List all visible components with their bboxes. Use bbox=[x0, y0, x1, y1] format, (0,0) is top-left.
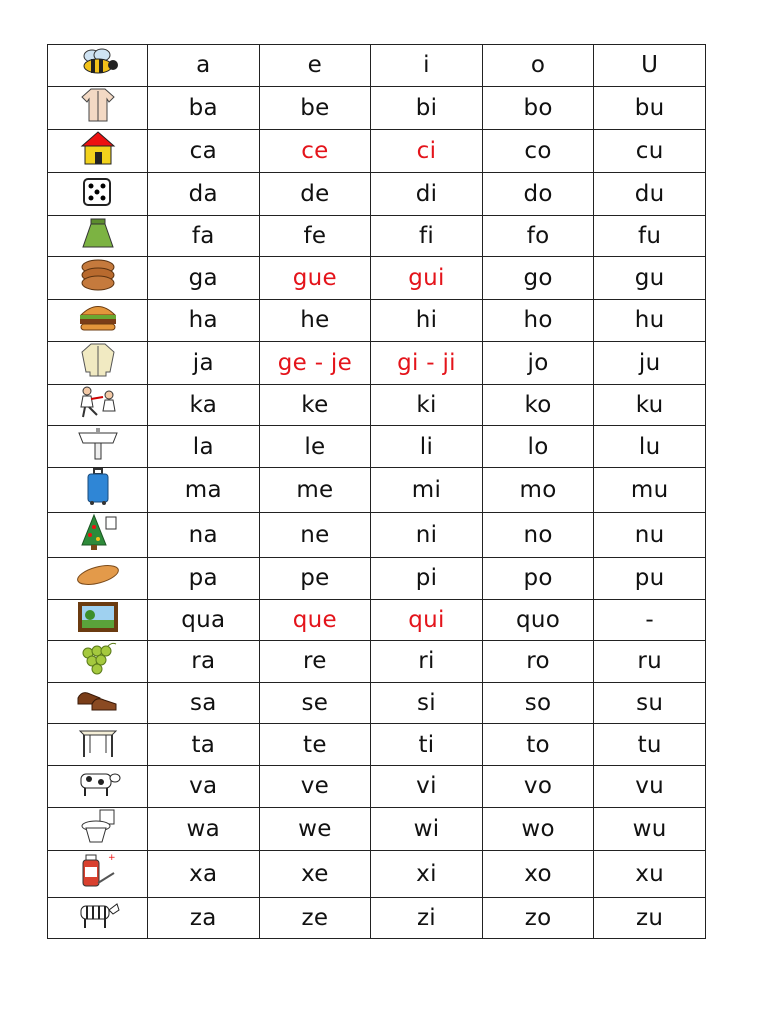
zebra-icon bbox=[75, 900, 121, 930]
syllable-cell-a: ka bbox=[148, 384, 260, 426]
suitcase-icon bbox=[83, 468, 113, 506]
karate-icon bbox=[77, 385, 119, 419]
syllable-cell-a: na bbox=[148, 512, 260, 557]
syllable-cell-o: mo bbox=[482, 467, 594, 512]
syllable-cell-i: ci bbox=[371, 129, 483, 172]
table-row bbox=[48, 599, 706, 641]
table-row bbox=[48, 129, 706, 172]
syllable-cell-e: fe bbox=[259, 215, 371, 257]
cow-icon bbox=[75, 768, 121, 798]
syllable-cell-e: e bbox=[259, 45, 371, 87]
bread-icon bbox=[75, 562, 121, 588]
syllable-cell-e: te bbox=[259, 724, 371, 766]
dice-icon bbox=[80, 173, 116, 209]
syllable-cell-e: le bbox=[259, 426, 371, 468]
grapes-icon bbox=[78, 641, 118, 675]
syllable-cell-i: si bbox=[371, 682, 483, 724]
shirt-icon bbox=[81, 87, 115, 123]
syllable-cell-u: xu bbox=[594, 850, 706, 897]
syllable-cell-i: gi - ji bbox=[371, 341, 483, 384]
syllable-cell-i: fi bbox=[371, 215, 483, 257]
syllable-cell-a: qua bbox=[148, 599, 260, 641]
syllable-cell-i: wi bbox=[371, 807, 483, 850]
syllable-cell-a: ha bbox=[148, 300, 260, 342]
syllable-cell-e: ve bbox=[259, 765, 371, 807]
syllable-cell-e: ke bbox=[259, 384, 371, 426]
syllable-cell-o: ho bbox=[482, 300, 594, 342]
syllable-cell-a: xa bbox=[148, 850, 260, 897]
syllable-cell-a: ga bbox=[148, 257, 260, 300]
syllable-cell-e: de bbox=[259, 172, 371, 215]
syllable-cell-o: po bbox=[482, 557, 594, 599]
syllable-cell-u: tu bbox=[594, 724, 706, 766]
table-row bbox=[48, 215, 706, 257]
picture-cell bbox=[48, 257, 148, 300]
syllable-cell-o: so bbox=[482, 682, 594, 724]
syllable-cell-u: su bbox=[594, 682, 706, 724]
table-row bbox=[48, 467, 706, 512]
syllable-cell-o: fo bbox=[482, 215, 594, 257]
syllable-cell-i: xi bbox=[371, 850, 483, 897]
syllable-cell-u: cu bbox=[594, 129, 706, 172]
table-row bbox=[48, 641, 706, 683]
syllable-cell-o: xo bbox=[482, 850, 594, 897]
picture-cell bbox=[48, 426, 148, 468]
syllable-cell-i: di bbox=[371, 172, 483, 215]
syllable-cell-i: qui bbox=[371, 599, 483, 641]
syllable-cell-i: i bbox=[371, 45, 483, 87]
syllable-table bbox=[47, 44, 706, 939]
syllable-cell-i: hi bbox=[371, 300, 483, 342]
picture-cell bbox=[48, 599, 148, 641]
syllable-cell-a: ta bbox=[148, 724, 260, 766]
table-row bbox=[48, 300, 706, 342]
syllable-cell-o: do bbox=[482, 172, 594, 215]
syllable-cell-u: nu bbox=[594, 512, 706, 557]
syllable-cell-a: da bbox=[148, 172, 260, 215]
picture-cell bbox=[48, 724, 148, 766]
hamburger-icon bbox=[77, 300, 119, 334]
table-row bbox=[48, 557, 706, 599]
syllable-cell-e: ne bbox=[259, 512, 371, 557]
syllable-cell-i: ti bbox=[371, 724, 483, 766]
syllable-cell-i: ki bbox=[371, 384, 483, 426]
syllable-cell-u: wu bbox=[594, 807, 706, 850]
table-row bbox=[48, 807, 706, 850]
syllable-cell-o: ro bbox=[482, 641, 594, 683]
syllable-cell-u: ru bbox=[594, 641, 706, 683]
syllable-cell-i: ni bbox=[371, 512, 483, 557]
syllable-cell-o: quo bbox=[482, 599, 594, 641]
syllable-cell-o: zo bbox=[482, 897, 594, 939]
syllable-cell-e: he bbox=[259, 300, 371, 342]
syllable-cell-a: pa bbox=[148, 557, 260, 599]
table-row bbox=[48, 426, 706, 468]
syllable-cell-o: ko bbox=[482, 384, 594, 426]
syllable-cell-a: ca bbox=[148, 129, 260, 172]
syllable-cell-e: ze bbox=[259, 897, 371, 939]
shoes-icon bbox=[76, 686, 120, 714]
syllable-cell-u: ku bbox=[594, 384, 706, 426]
syllable-cell-u: du bbox=[594, 172, 706, 215]
syllable-cell-e: ge - je bbox=[259, 341, 371, 384]
picture-cell bbox=[48, 807, 148, 850]
syllable-cell-e: we bbox=[259, 807, 371, 850]
picture-cell bbox=[48, 641, 148, 683]
table-row bbox=[48, 257, 706, 300]
skirt-icon bbox=[81, 216, 115, 250]
svg-text:+: + bbox=[107, 852, 116, 863]
syllable-cell-e: be bbox=[259, 86, 371, 129]
table-row bbox=[48, 682, 706, 724]
house-icon bbox=[80, 130, 116, 166]
table-row bbox=[48, 86, 706, 129]
syllable-cell-u: zu bbox=[594, 897, 706, 939]
syllable-cell-u: hu bbox=[594, 300, 706, 342]
syllable-cell-o: jo bbox=[482, 341, 594, 384]
syllable-cell-a: la bbox=[148, 426, 260, 468]
table-row bbox=[48, 897, 706, 939]
table-row bbox=[48, 765, 706, 807]
syllable-cell-e: pe bbox=[259, 557, 371, 599]
syllable-cell-o: vo bbox=[482, 765, 594, 807]
syllable-cell-i: li bbox=[371, 426, 483, 468]
toilet-icon bbox=[78, 808, 118, 844]
syllable-cell-i: bi bbox=[371, 86, 483, 129]
picture-cell bbox=[48, 897, 148, 939]
syllable-cell-a: ba bbox=[148, 86, 260, 129]
syllable-cell-a: wa bbox=[148, 807, 260, 850]
picture-cell bbox=[48, 341, 148, 384]
syllable-cell-o: bo bbox=[482, 86, 594, 129]
syllable-cell-o: wo bbox=[482, 807, 594, 850]
syllable-cell-a: sa bbox=[148, 682, 260, 724]
table-body bbox=[48, 45, 706, 939]
christmas-tree-icon bbox=[78, 513, 118, 551]
syllable-cell-a: fa bbox=[148, 215, 260, 257]
syllable-cell-a: va bbox=[148, 765, 260, 807]
picture-cell bbox=[48, 512, 148, 557]
picture-cell bbox=[48, 300, 148, 342]
picture-cell bbox=[48, 86, 148, 129]
table-icon bbox=[76, 725, 120, 759]
syrup-icon bbox=[78, 851, 118, 891]
table-row bbox=[48, 850, 706, 897]
table-row bbox=[48, 341, 706, 384]
picture-cell bbox=[48, 682, 148, 724]
jacket-icon bbox=[80, 342, 116, 378]
picture-cell bbox=[48, 850, 148, 897]
picture-cell bbox=[48, 45, 148, 87]
syllable-cell-e: xe bbox=[259, 850, 371, 897]
painting-icon bbox=[76, 600, 120, 634]
syllable-cell-a: ja bbox=[148, 341, 260, 384]
syllable-cell-o: lo bbox=[482, 426, 594, 468]
table-row bbox=[48, 724, 706, 766]
syllable-cell-i: pi bbox=[371, 557, 483, 599]
syllable-cell-e: ce bbox=[259, 129, 371, 172]
sink-icon bbox=[77, 427, 119, 461]
syllable-cell-o: no bbox=[482, 512, 594, 557]
picture-cell bbox=[48, 467, 148, 512]
syllable-cell-e: me bbox=[259, 467, 371, 512]
picture-cell bbox=[48, 129, 148, 172]
picture-cell bbox=[48, 172, 148, 215]
syllable-cell-a: ma bbox=[148, 467, 260, 512]
picture-cell bbox=[48, 384, 148, 426]
syllable-cell-u: bu bbox=[594, 86, 706, 129]
table-row bbox=[48, 45, 706, 87]
picture-cell bbox=[48, 215, 148, 257]
syllable-cell-o: co bbox=[482, 129, 594, 172]
syllable-cell-u: lu bbox=[594, 426, 706, 468]
syllable-cell-a: za bbox=[148, 897, 260, 939]
picture-cell bbox=[48, 557, 148, 599]
bee-icon bbox=[76, 47, 120, 77]
syllable-cell-o: o bbox=[482, 45, 594, 87]
syllable-cell-e: se bbox=[259, 682, 371, 724]
syllable-cell-e: gue bbox=[259, 257, 371, 300]
syllable-cell-u: - bbox=[594, 599, 706, 641]
syllable-cell-i: gui bbox=[371, 257, 483, 300]
syllable-cell-a: ra bbox=[148, 641, 260, 683]
syllable-cell-a: a bbox=[148, 45, 260, 87]
syllable-cell-i: zi bbox=[371, 897, 483, 939]
table-row bbox=[48, 512, 706, 557]
cookies-icon bbox=[78, 257, 118, 293]
syllable-cell-u: U bbox=[594, 45, 706, 87]
syllable-cell-u: vu bbox=[594, 765, 706, 807]
syllable-cell-i: mi bbox=[371, 467, 483, 512]
syllable-cell-u: pu bbox=[594, 557, 706, 599]
syllable-cell-o: go bbox=[482, 257, 594, 300]
syllable-cell-i: ri bbox=[371, 641, 483, 683]
syllable-cell-u: ju bbox=[594, 341, 706, 384]
syllable-cell-e: que bbox=[259, 599, 371, 641]
syllable-cell-e: re bbox=[259, 641, 371, 683]
picture-cell bbox=[48, 765, 148, 807]
syllable-cell-i: vi bbox=[371, 765, 483, 807]
table-row bbox=[48, 172, 706, 215]
syllable-cell-u: fu bbox=[594, 215, 706, 257]
syllable-cell-u: gu bbox=[594, 257, 706, 300]
syllable-cell-u: mu bbox=[594, 467, 706, 512]
table-row bbox=[48, 384, 706, 426]
syllable-cell-o: to bbox=[482, 724, 594, 766]
